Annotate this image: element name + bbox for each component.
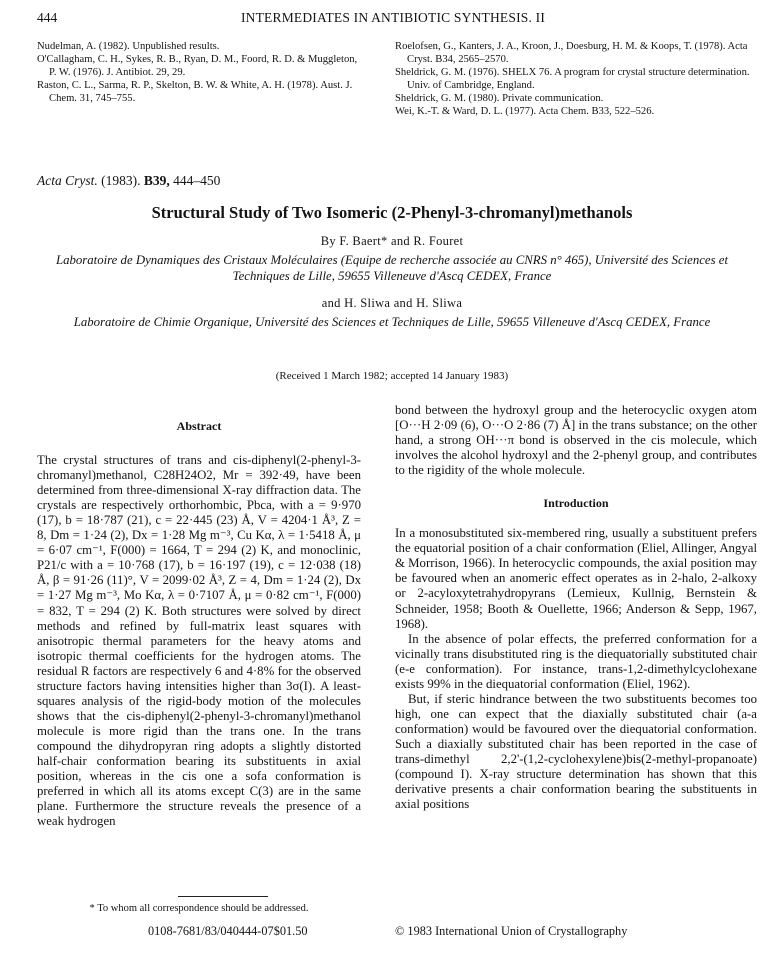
citation-volume: B39, [143,173,170,188]
introduction-paragraph-1: In a monosubstituted six-membered ring, usually a substituent prefers the equatorial position of a chair conformation (Eliel, Allinger, Angyal & Morrison, 1966). In heterocyclic compounds, the axial position may be favoured when an anomeric effect operates as in 2-halo, 2-alkoxy or 2-acyloxytetrahydropyrans (Lemieux, Kullnig, Bernstein & Schneider, 1958; Booth & Ouellette, 1966; Anderson & Sepp, 1967, 1968). [395,526,757,631]
abstract-heading: Abstract [176,419,222,433]
running-title: INTERMEDIATES IN ANTIBIOTIC SYNTHESIS. II [240,10,546,25]
reference-item: Raston, C. L., Sarma, R. P., Skelton, B. W. & White, A. H. (1978). Aust. J. Chem. 31, 745–755. [37,80,353,104]
footnote-divider [178,896,268,897]
references-right-column [395,40,755,118]
introduction-heading: Introduction [543,496,609,511]
article-title: Structural Study of Two Isomeric (2-Phenyl-3-chromanyl)methanols [151,203,633,222]
affiliation-2: Laboratoire de Chimie Organique, Université des Sciences et Techniques de Lille, 59655 Villeneuve d'Ascq CEDEX, France [73,315,711,329]
abstract-text: The crystal structures of trans and cis-diphenyl(2-phenyl-3-chromanyl)methanol, C28H24O2, Mr = 392·49, have been determined from three-dimensional X-ray diffraction data. The crystals are respectively orthorhombic, Pbca, with a = 9·970 (17), b = 18·787 (21), c = 22·445 (23) Å, V = 4204·1 Å³, Z = 8, Dm = 1·24 (2), Dx = 1·28 Mg m⁻³, Cu Kα, λ = 1·5418 Å, μ = 6·07 cm⁻¹, F(000) = 1664, T = 294 (2) K, and monoclinic, P21/c with a = 10·768 (17), b = 16·197 (19), c = 12·038 (18) Å, β = 91·26 (11)°, V = 2099·02 Å³, Z = 4, Dm = 1·24 (2), Dx = 1·27 Mg m⁻³, Mo Kα, λ = 0·7107 Å, μ = 0·82 cm⁻¹, F(000) = 832, T = 294 (2) K. Both structures were solved by direct methods and refined by full-matrix least squares with anisotropic thermal parameters for the heavy atoms and isotropic thermal coefficients for the hydrogen atoms. The residual R factors are respectively 6 and 4·8% for the observed structure factors having intensities higher than 3σ(I). A least-squares analysis of the rigid-body motion of the molecules shows that the cis-diphenyl(2-phenyl-3-chromanyl)methanol molecule is more rigid than the trans one. In the trans compound the dihydropyran ring adopts a slightly distorted half-chair conformation bearing its substituents in axial position, whereas in the cis one a sofa conformation is preferred in which all its atoms except C(3) are in the same plane. Furthermore the structure reveals the presence of a weak hydrogen [37,453,361,829]
citation-journal: Acta Cryst. [37,173,98,188]
running-head [37,10,749,28]
article-code: 0108-7681/83/040444-07$01.50 [148,924,308,938]
citation-year: (1983). [101,173,141,188]
reference-item: Wei, K.-T. & Ward, D. L. (1977). Acta Chem. B33, 522–526. [395,106,655,117]
authors-line-1: By F. Baert* and R. Fouret [320,234,464,248]
references-left-column [37,40,359,105]
reference-item: Sheldrick, G. M. (1980). Private communication. [395,93,604,104]
affiliation-1: Laboratoire de Dynamiques des Cristaux Moléculaires (Equipe de recherche associée au CNRS n° 465), Université des Sciences et Techniques de Lille, 59655 Villeneuve d'Ascq CEDEX, France [55,253,729,283]
abstract-text-continued: bond between the hydroxyl group and the heterocyclic oxygen atom [O···H 2·09 (6), O···O 2·86 (7) Å] in the trans substance; on the other hand, a strong OH···π bond is observed in the cis molecule, which involves the alcohol hydroxyl and the 2-phenyl group, and contributes to the rigidity of the whole molecule. [395,403,757,478]
right-text-column [395,403,757,812]
copyright-notice: © 1983 International Union of Crystallography [395,924,628,938]
reference-item: O'Callagham, C. H., Sykes, R. B., Ryan, D. M., Foord, R. D. & Muggleton, P. W. (1976). J. Antibiot. 29, 29. [37,54,358,78]
reference-item: Sheldrick, G. M. (1976). SHELX 76. A program for crystal structure determination. Univ. of Cambridge, England. [395,67,750,91]
received-dates: (Received 1 March 1982; accepted 14 January 1983) [275,370,509,382]
introduction-paragraph-3: But, if steric hindrance between the two substituents becomes too high, one can expect that the diaxially substituted chair (a-a conformation) would be favoured over the diequatorial conformation. Such a diaxially substituted chair has been reported in the case of trans-dimethyl 2,2'-(1,2-cyclohexylene)bis(2-methyl-propanoate) (compound I). X-ray structure determination has shown that this derivative presents a chair conformation bearing the substituents in axial positions [395,691,757,812]
left-text-column [37,419,361,829]
footnote: * To whom all correspondence should be addressed. [89,903,309,914]
article-citation [37,173,220,189]
page-number: 444 [37,10,58,25]
citation-pages: 444–450 [173,173,221,188]
authors-line-2: and H. Sliwa and H. Sliwa [321,296,463,310]
introduction-paragraph-2: In the absence of polar effects, the preferred conformation for a vicinally trans disubstituted ring is the diequatorially substituted chair (e-e conformation). For instance, trans-1,2-dimethylcyclohexane exists 99% in the diequatorial conformation (Eliel, 1962). [395,631,757,691]
reference-item: Nudelman, A. (1982). Unpublished results. [37,41,220,52]
reference-item: Roelofsen, G., Kanters, J. A., Kroon, J., Doesburg, H. M. & Koops, T. (1978). Acta Cryst. B34, 2565–2570. [395,41,748,65]
